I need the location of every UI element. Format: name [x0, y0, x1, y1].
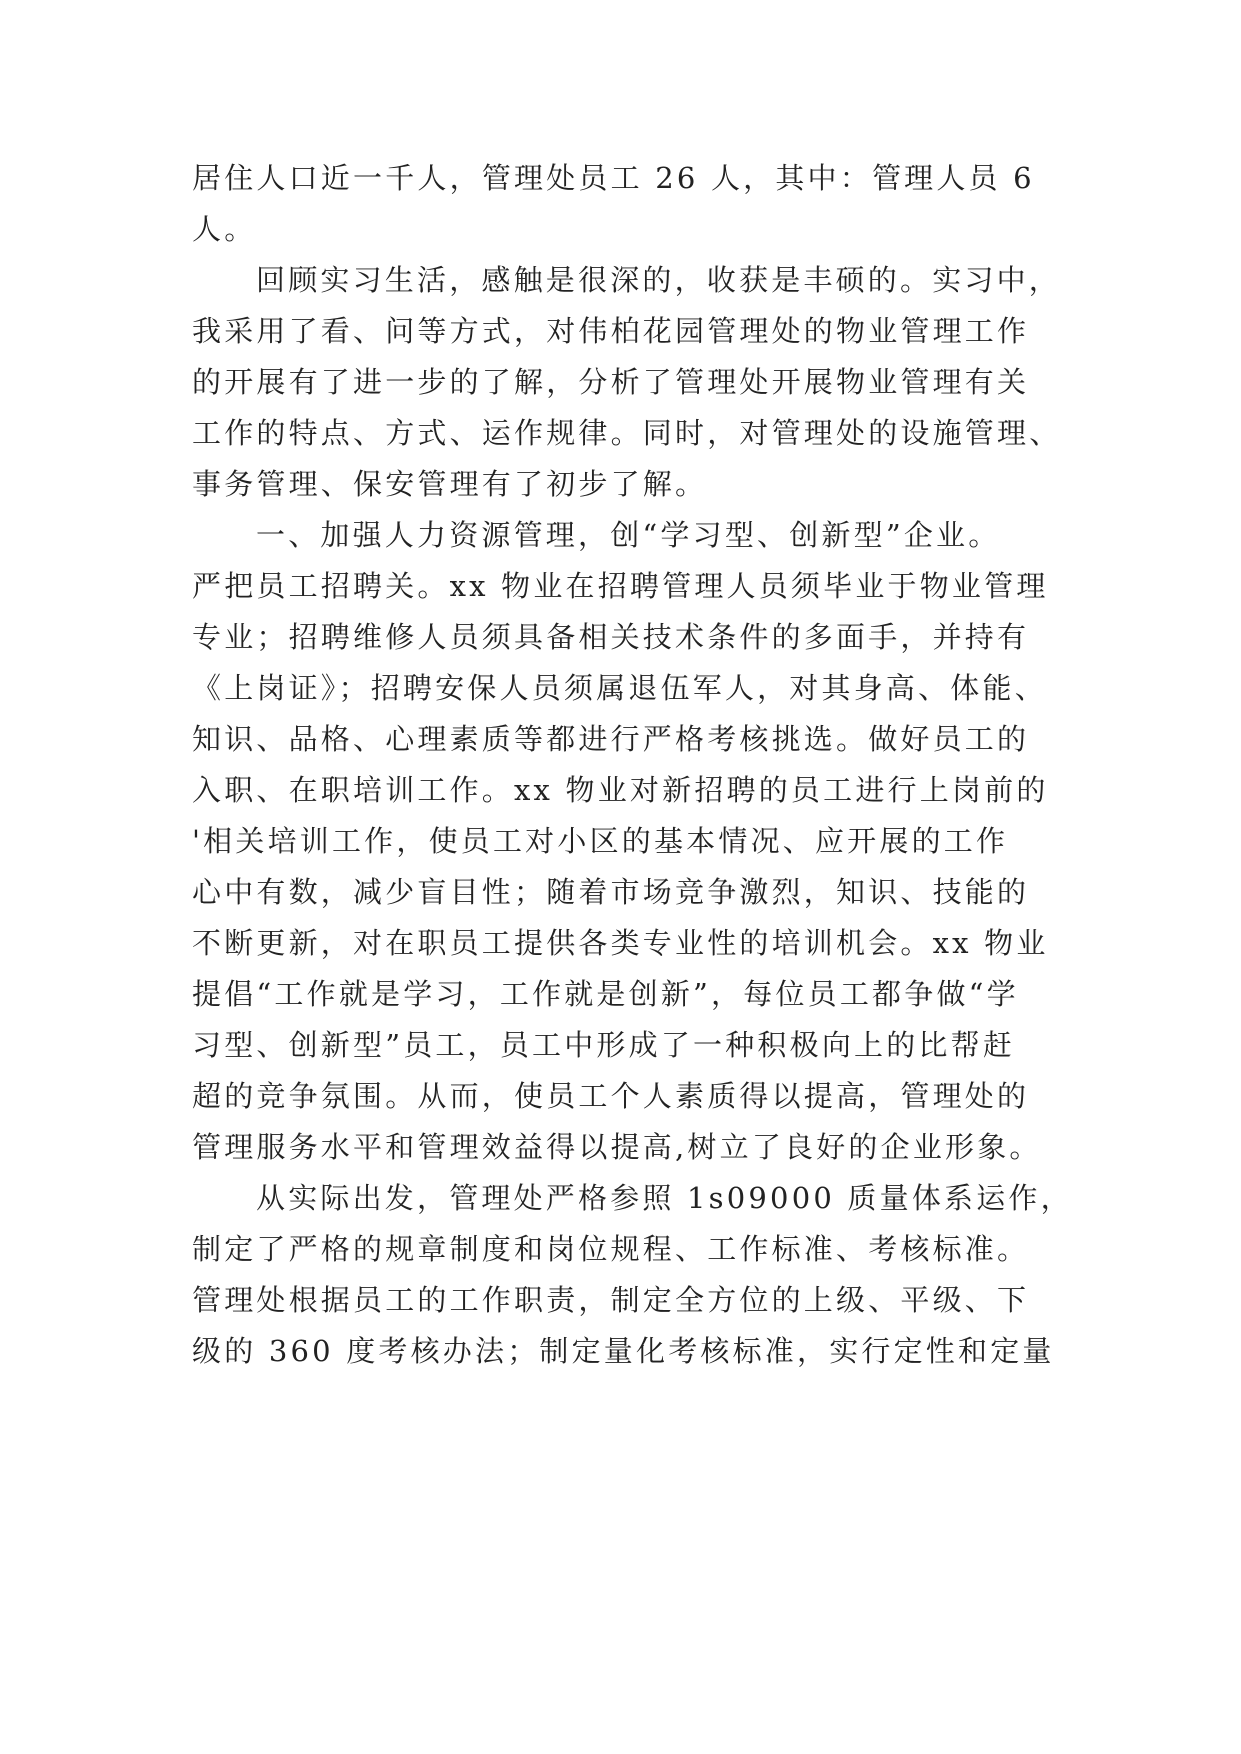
text-line: 专业；招聘维修人员须具备相关技术条件的多面手，并持有: [192, 620, 1030, 654]
text-line: 级的 360 度考核办法；制定量化考核标准，实行定性和定量: [192, 1334, 1055, 1368]
text-line: '相关培训工作，使员工对小区的基本情况、应开展的工作: [192, 824, 1009, 858]
text-line: 居住人口近一千人，管理处员工 26 人，其中：管理人员 6: [192, 161, 1035, 195]
text-line: 知识、品格、心理素质等都进行严格考核挑选。做好员工的: [192, 722, 1030, 756]
text-line: 超的竞争氛围。从而，使员工个人素质得以提高，管理处的: [192, 1079, 1030, 1113]
text-line: 的开展有了进一步的了解，分析了管理处开展物业管理有关: [192, 365, 1030, 399]
text-line: 事务管理、保安管理有了初步了解。: [192, 467, 708, 501]
text-line: 管理处根据员工的工作职责，制定全方位的上级、平级、下: [192, 1283, 1030, 1317]
text-line: 严把员工招聘关。xx 物业在招聘管理人员须毕业于物业管理: [192, 569, 1049, 603]
text-line: 心中有数，减少盲目性；随着市场竞争激烈，知识、技能的: [192, 875, 1030, 909]
text-line: 我采用了看、问等方式，对伟柏花园管理处的物业管理工作: [192, 314, 1030, 348]
text-line: 工作的特点、方式、运作规律。同时，对管理处的设施管理、: [192, 416, 1062, 450]
section-heading-line: 一、加强人力资源管理，创“学习型、创新型”企业。: [256, 518, 1001, 552]
text-line: 入职、在职培训工作。xx 物业对新招聘的员工进行上岗前的: [192, 773, 1049, 807]
text-line: 管理服务水平和管理效益得以提高,树立了良好的企业形象。: [192, 1130, 1042, 1164]
text-line: 人。: [192, 212, 257, 246]
text-line: 《上岗证》；招聘安保人员须属退伍军人，对其身高、体能、: [192, 671, 1047, 705]
text-line: 提倡“工作就是学习，工作就是创新”，每位员工都争做“学: [192, 977, 1019, 1011]
paragraph-start-line: 从实际出发，管理处严格参照 1s09000 质量体系运作，: [256, 1181, 1073, 1215]
paragraph-start-line: 回顾实习生活，感触是很深的，收获是丰硕的。实习中，: [256, 263, 1062, 297]
text-line: 不断更新，对在职员工提供各类专业性的培训机会。xx 物业: [192, 926, 1049, 960]
text-line: 习型、创新型”员工，员工中形成了一种积极向上的比帮赶: [192, 1028, 1016, 1062]
text-line: 制定了严格的规章制度和岗位规程、工作标准、考核标准。: [192, 1232, 1030, 1266]
